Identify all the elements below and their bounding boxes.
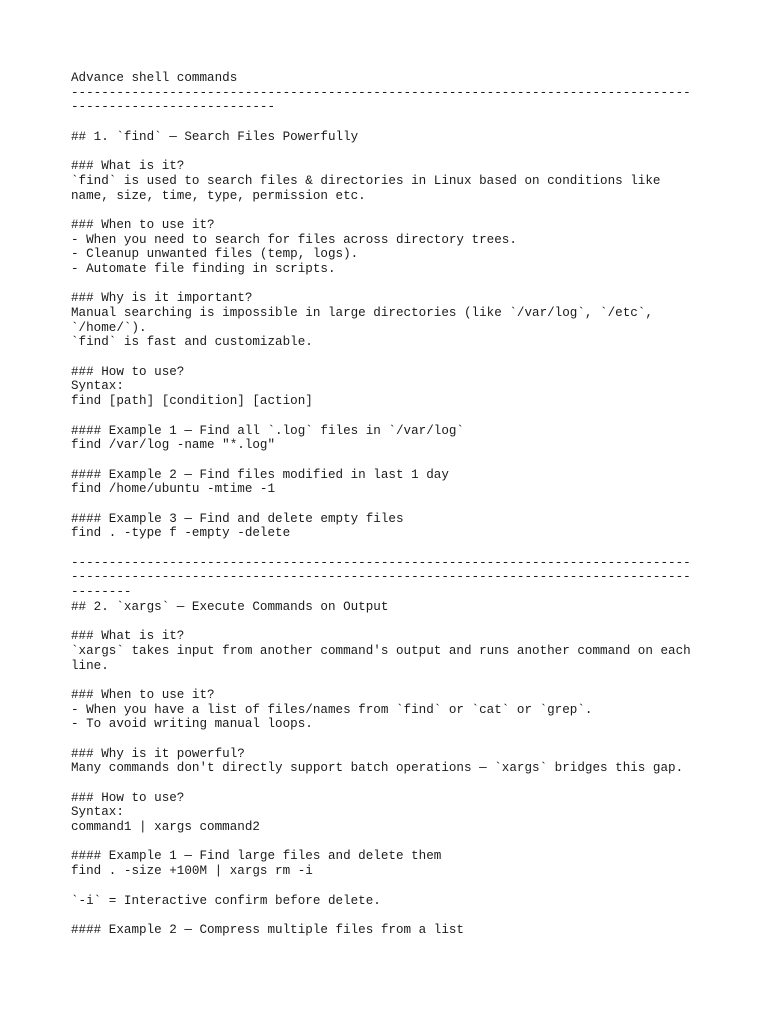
list-item: - When you have a list of files/names from `find` or `cat` or `grep`.	[71, 702, 593, 717]
blank-line	[71, 277, 728, 292]
subsection-heading: ### Why is it important?	[71, 291, 253, 306]
blank-line	[71, 776, 728, 791]
text-line: `find` is used to search files & directories in Linux based on conditions like	[71, 173, 661, 188]
text-line: Many commands don't directly support batch operations — `xargs` bridges this gap.	[71, 761, 684, 776]
subsection-heading: ### What is it?	[71, 629, 185, 644]
section-heading: ## 2. `xargs` — Execute Commands on Output	[71, 599, 389, 614]
text-line: Manual searching is impossible in large directories (like `/var/log`, `/etc`,	[71, 306, 653, 320]
example-heading: #### Example 2 — Compress multiple files from a list	[71, 922, 464, 937]
blank-line	[71, 614, 728, 629]
document-title: Advance shell commands	[71, 71, 238, 85]
separator-line: ---------------------------	[71, 100, 276, 115]
text-line: find . -type f -empty -delete	[71, 526, 291, 541]
example-heading: #### Example 2 — Find files modified in last 1 day	[71, 467, 449, 482]
subsection-heading: ### When to use it?	[71, 217, 215, 232]
blank-line	[71, 541, 728, 556]
text-line: find [path] [condition] [action]	[71, 394, 313, 409]
text-line: Syntax:	[71, 805, 124, 820]
subsection-heading: ### What is it?	[71, 159, 185, 174]
text-line: Syntax:	[71, 379, 124, 394]
text-line: name, size, time, type, permission etc.	[71, 188, 366, 203]
blank-line	[71, 497, 728, 512]
blank-line	[71, 732, 728, 747]
text-line: line.	[71, 658, 109, 673]
blank-line	[71, 203, 728, 218]
blank-line	[71, 453, 728, 468]
list-item: - When you need to search for files across directory trees.	[71, 232, 517, 247]
blank-line	[71, 908, 728, 923]
subsection-heading: ### Why is it powerful?	[71, 746, 245, 761]
list-item: - Automate file finding in scripts.	[71, 261, 336, 276]
blank-line	[71, 115, 728, 130]
text-line: command1 | xargs command2	[71, 820, 260, 835]
example-heading: #### Example 3 — Find and delete empty files	[71, 511, 404, 526]
text-line: `/home/`).	[71, 320, 147, 335]
list-item: - Cleanup unwanted files (temp, logs).	[71, 247, 359, 262]
section-heading: ## 1. `find` — Search Files Powerfully	[71, 129, 359, 144]
text-line: find . -size +100M | xargs rm -i	[71, 864, 313, 879]
text-line: `xargs` takes input from another command's output and runs another command on each	[71, 643, 691, 658]
subsection-heading: ### When to use it?	[71, 687, 215, 702]
blank-line	[71, 350, 728, 365]
subsection-heading: ### How to use?	[71, 790, 185, 805]
example-heading: #### Example 1 — Find all `.log` files in `/var/log`	[71, 423, 464, 438]
separator-line: ----------------------------------------------------------------------------------	[71, 555, 691, 570]
blank-line	[71, 673, 728, 688]
blank-line	[71, 835, 728, 850]
separator-line: --------	[71, 585, 132, 600]
subsection-heading: ### How to use?	[71, 364, 185, 379]
text-line: `find` is fast and customizable.	[71, 335, 313, 350]
blank-line	[71, 409, 728, 424]
separator-line: ----------------------------------------------------------------------------------	[71, 570, 691, 585]
blank-line	[71, 144, 728, 159]
text-line: find /var/log -name "*.log"	[71, 438, 276, 453]
list-item: - To avoid writing manual loops.	[71, 717, 313, 732]
text-line: find /home/ubuntu -mtime -1	[71, 482, 276, 497]
separator-line: ----------------------------------------------------------------------------------	[71, 85, 691, 100]
text-line: `-i` = Interactive confirm before delete.	[71, 893, 381, 908]
example-heading: #### Example 1 — Find large files and delete them	[71, 849, 442, 864]
blank-line	[71, 879, 728, 894]
document-body	[71, 86, 728, 938]
